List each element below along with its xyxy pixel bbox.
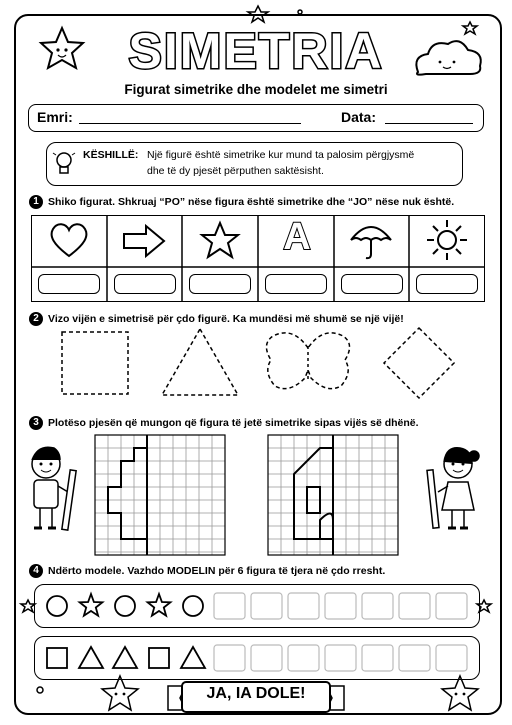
answer-field-heart[interactable] [38, 274, 100, 294]
page-title: SIMETRIA [128, 23, 384, 79]
dashed-diamond-icon[interactable] [382, 326, 456, 400]
tip-label: KËSHILLË: [83, 149, 139, 161]
heart-icon [49, 222, 89, 258]
answer-field-arrow[interactable] [114, 274, 176, 294]
pattern-answer-box[interactable] [325, 593, 356, 619]
pattern-answer-box[interactable] [325, 645, 356, 671]
answer-field-sun[interactable] [416, 274, 478, 294]
pattern-shapes [0, 584, 512, 694]
footer-banner-text: JA, IA DOLE! [206, 685, 306, 702]
lightbulb-icon [53, 149, 75, 179]
pattern-answer-box[interactable] [436, 645, 467, 671]
answer-field-umbrella[interactable] [341, 274, 403, 294]
star-icon [148, 594, 171, 616]
answer-field-star[interactable] [189, 274, 251, 294]
tip-line-2: dhe të dy pjesët përputhen saktësisht. [147, 165, 324, 177]
tip-box [46, 142, 463, 186]
tip-line-1: Një figurë është simetrike kur mund ta palosim përgjysmë [147, 149, 415, 161]
letter-a-icon: A [283, 216, 311, 258]
symmetry-grid-left[interactable] [95, 435, 225, 555]
name-date-box [28, 104, 484, 132]
pattern-answer-box[interactable] [214, 645, 245, 671]
pattern-answer-box[interactable] [362, 645, 393, 671]
section-2-instruction: Vizo vijën e simetrisë për çdo figurë. Ka mundësi më shumë se një vijë! [48, 313, 404, 325]
section-3-instruction: Plotëso pjesën që mungon që figura të jetë simetrike sipas vijës së dhënë. [48, 417, 419, 429]
dashed-triangle-icon[interactable] [160, 327, 240, 397]
section-4-number: 4 [29, 564, 43, 578]
circle-icon [183, 596, 203, 616]
pattern-answer-box[interactable] [399, 593, 430, 619]
star-icon [80, 594, 103, 616]
square-icon [149, 648, 169, 668]
pattern-answer-box[interactable] [436, 593, 467, 619]
square-icon [47, 648, 67, 668]
pattern-answer-box[interactable] [362, 593, 393, 619]
circle-icon [115, 596, 135, 616]
arrow-icon [122, 224, 166, 258]
sun-icon [425, 218, 469, 262]
girl-with-pencil-icon [426, 440, 486, 540]
circle-icon [47, 596, 67, 616]
section-4-instruction: Ndërto modele. Vazhdo MODELIN për 6 figura të tjera në çdo rresht. [48, 565, 386, 577]
name-field[interactable] [79, 123, 301, 124]
star-icon [200, 221, 240, 259]
pattern-answer-box[interactable] [251, 593, 282, 619]
symmetry-grid-right[interactable] [268, 435, 398, 555]
section-2-number: 2 [29, 312, 43, 326]
pattern-answer-box[interactable] [399, 645, 430, 671]
triangle-icon [181, 647, 205, 668]
section-1-instruction: Shiko figurat. Shkruaj “PO” nëse figura është simetrike dhe “JO” nëse nuk është. [48, 196, 455, 208]
date-field[interactable] [385, 123, 473, 124]
triangle-icon [79, 647, 103, 668]
dashed-square-icon[interactable] [60, 330, 130, 396]
section-3-number: 3 [29, 416, 43, 430]
date-label: Data: [341, 109, 377, 125]
small-star-icon [248, 6, 268, 22]
pattern-answer-box[interactable] [214, 593, 245, 619]
name-label: Emri: [37, 109, 73, 125]
dashed-butterfly-icon[interactable] [263, 330, 353, 396]
section-1-number: 1 [29, 195, 43, 209]
triangle-icon [113, 647, 137, 668]
umbrella-icon [349, 220, 393, 260]
pattern-answer-box[interactable] [288, 645, 319, 671]
boy-with-pencil-icon [24, 440, 80, 540]
answer-field-letter[interactable] [265, 274, 327, 294]
pattern-answer-box[interactable] [251, 645, 282, 671]
dot-icon [298, 10, 302, 14]
page-subtitle: Figurat simetrike dhe modelet me simetri [124, 82, 388, 97]
pattern-answer-box[interactable] [288, 593, 319, 619]
